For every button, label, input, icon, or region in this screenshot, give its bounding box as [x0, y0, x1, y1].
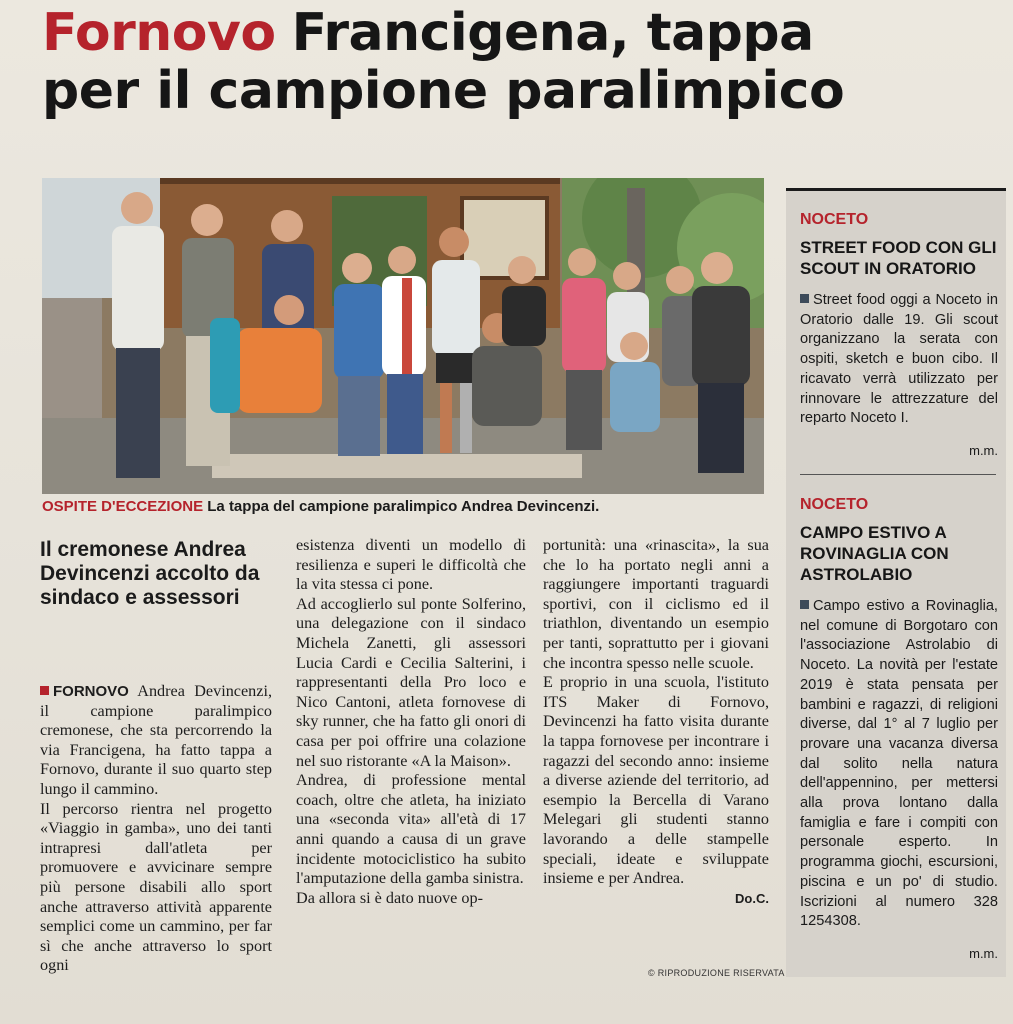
article-col1-p2: Il percorso rientra nel progetto «Viaggio in gamba», uno dei tanti intrapresi dall'atleta per promuovere e avvicinare sempre più persone disabili allo sport anche attraverso attività apparente semplici come un cammino, per far sì che anche attraverso lo sport ogni: [40, 799, 272, 975]
box2-text: Campo estivo a Rovinaglia, nel comune di Borgotaro con l'associazione Astrolabio di Noceto. La novità per l'estate 2019 è stata pensata per bambini e ragazzi, di religioni diverse, dal 1° al 7 luglio per provare una vacanza diversa dal solito nella natura dell'appennino, per mettersi alla prova lontano dalla famiglia e fare i compiti con personale esperto. In programma giochi, escursioni, piscina e un po' di studio. Iscrizioni al numero 328 1254308.: [800, 598, 998, 930]
group-photo: [42, 178, 764, 494]
article-col1-p1: Andrea Devincenzi, il campione paralimpico cremonese, che sta percorrendo la via Francigena, ha fatto tappa a Fornovo, durante il suo quarto step lungo il cammino.: [40, 682, 272, 798]
kicker-square-icon: [40, 686, 49, 695]
caption-label: OSPITE D'ECCEZIONE: [42, 498, 204, 515]
headline: [42, 4, 1007, 120]
copyright-notice: © RIPRODUZIONE RISERVATA: [648, 968, 785, 978]
article-signature: Do.C.: [735, 890, 769, 906]
article-col2-p3: Andrea, di professione mental coach, oltre che atleta, ha iniziato una «seconda vita» all'età di 17 anni quando a causa di un grave incidente motociclistico ha subito l'amputazione della gamba sinistra.: [296, 771, 526, 888]
box2-tag: NOCETO: [800, 496, 869, 513]
article-col2-p1: esistenza diventi un modello di resilienza e superi le difficoltà che la vita stessa ci pone.: [296, 536, 526, 594]
photo-caption: [42, 498, 772, 515]
article-kicker: FORNOVO: [53, 683, 129, 700]
article-column-3: [543, 536, 769, 908]
box2-body: [800, 597, 998, 932]
headline-line1: Francigena, tappa: [291, 3, 814, 63]
article-subhead: Il cremonese Andrea Devincenzi accolto da sindaco e assessori: [40, 538, 260, 609]
article-column-1: [40, 682, 272, 976]
box2-square-icon: [800, 600, 809, 609]
caption-text: La tappa del campione paralimpico Andrea Devincenzi.: [207, 498, 600, 515]
article-col2-p2: Ad accoglierlo sul ponte Solferino, una delegazione con il sindaco Michela Zanetti, gli assessori Lucia Cardi e Cecilia Salterini, i rappresentanti della Pro loco e Nico Cantoni, atleta fornovese di sky runner, che ha fatto gli onori di casa per poi offrire una colazione nel suo ristorante «A la Maison».: [296, 594, 526, 770]
article-col3-p1: portunità: una «rinascita», la sua che lo ha portato negli anni a raggiungere importanti traguardi sportivi, con il ciclismo ed il triathlon, diventando un esempio per tanti, soprattutto per i giovani che incontra spesso nelle scuole.: [543, 536, 769, 672]
sidebar-divider: [800, 474, 996, 475]
box1-sign: m.m.: [969, 442, 998, 458]
headline-place: Fornovo: [42, 3, 276, 63]
box1-tag: NOCETO: [800, 211, 869, 228]
box2-title: CAMPO ESTIVO A ROVINAGLIA CON ASTROLABIO: [800, 523, 949, 584]
box2-sign: m.m.: [969, 945, 998, 961]
sidebar-box-street-food: [800, 211, 998, 461]
sidebar: [786, 188, 1006, 977]
headline-line2: per il campione paralimpico: [42, 61, 845, 121]
box1-square-icon: [800, 294, 809, 303]
box1-body: [800, 291, 998, 429]
article-col2-p4: Da allora si è dato nuove op-: [296, 888, 483, 907]
sidebar-box-campo-estivo: [800, 496, 998, 964]
box1-title: STREET FOOD CON GLI SCOUT IN ORATORIO: [800, 238, 997, 278]
article-col3-p2: E proprio in una scuola, l'istituto ITS Maker di Fornovo, Devincenzi ha fatto visita durante la tappa fornovese per incontrare i ragazzi del secondo anno: insieme a diverse aziende del territorio, ad esempio la Bercella di Varano Melegari gli studenti stanno lavorando a delle stampelle speciali, ideate e sviluppate insieme e per Andrea.: [543, 673, 769, 888]
box1-text: Street food oggi a Noceto in Oratorio dalle 19. Gli scout organizzano la serata con ospiti, sketch e buon cibo. Il ricavato verrà utilizzato per rinnovare le attrezzature del reparto Noceto I.: [800, 292, 998, 427]
article-column-2: [296, 536, 526, 908]
